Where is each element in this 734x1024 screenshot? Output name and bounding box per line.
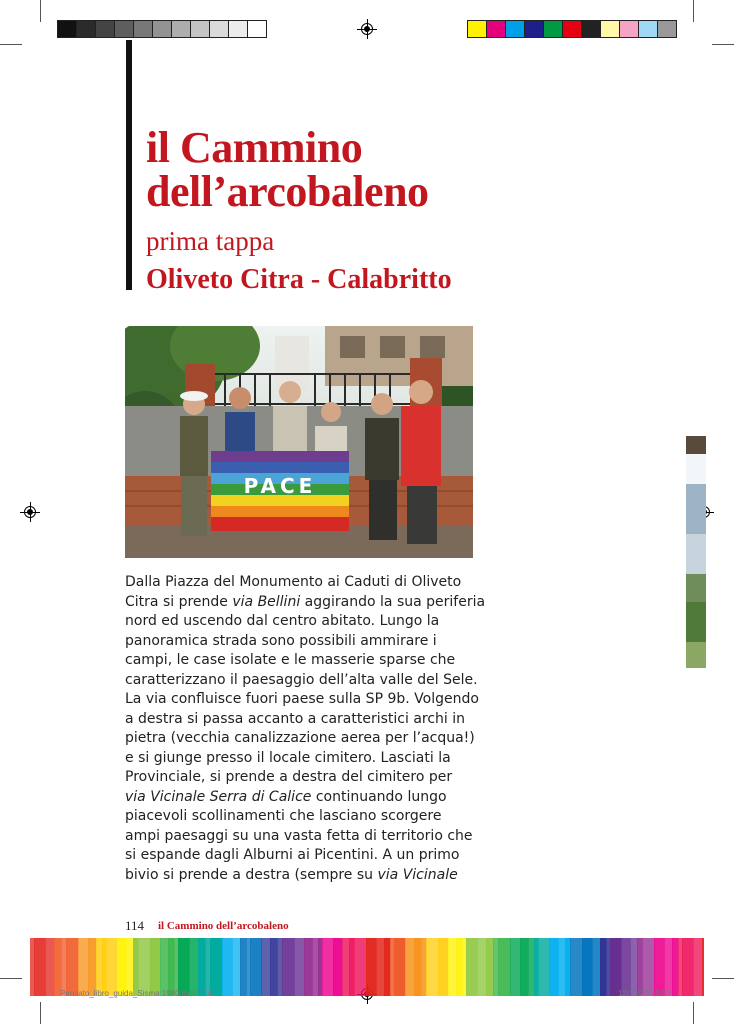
gray-swatch xyxy=(171,20,191,38)
body-line: si espande dagli Alburni ai Picentini. A un primo xyxy=(125,847,460,863)
rainbow-stripe xyxy=(277,938,283,996)
rainbow-stripe xyxy=(678,938,683,996)
italic-street-name: via Vicinale xyxy=(377,866,458,883)
rainbow-stripe xyxy=(672,938,679,996)
rainbow-stripe xyxy=(558,938,566,996)
page-number: 114 xyxy=(125,918,145,933)
rainbow-stripe xyxy=(232,938,241,996)
heading-side-bar xyxy=(126,40,132,290)
crop-mark xyxy=(693,1002,694,1024)
rainbow-stripe xyxy=(150,938,161,996)
running-title: il Cammino dell’arcobaleno xyxy=(158,920,289,932)
rainbow-stripe xyxy=(78,938,89,996)
route-title: Oliveto Citra - Calabritto xyxy=(146,264,452,295)
rainbow-stripe xyxy=(138,938,151,996)
rainbow-stripe xyxy=(642,938,655,996)
rainbow-stripe xyxy=(637,938,643,996)
title-line-2: dell’arcobaleno xyxy=(146,167,429,216)
rainbow-stripe xyxy=(198,938,206,996)
rainbow-stripe xyxy=(376,938,385,996)
rainbow-stripe xyxy=(520,938,529,996)
color-swatch xyxy=(505,20,525,38)
color-swatch xyxy=(600,20,620,38)
rainbow-stripe xyxy=(405,938,415,996)
rainbow-stripe xyxy=(610,938,622,996)
rainbow-stripe xyxy=(477,938,487,996)
gray-swatch xyxy=(114,20,134,38)
title-line-1: il Cammino xyxy=(146,123,363,172)
rainbow-stripe xyxy=(168,938,175,996)
adjacent-page-photo-strip xyxy=(686,436,706,668)
crop-mark xyxy=(0,44,22,45)
rainbow-stripe xyxy=(582,938,593,996)
body-line: Citra si prende via Bellini aggirando la sua periferia xyxy=(125,593,486,610)
body-line: a destra si passa accanto a caratteristici archi in xyxy=(125,710,466,727)
rainbow-stripe xyxy=(30,938,35,996)
body-text xyxy=(125,573,485,885)
color-swatch xyxy=(543,20,563,38)
rainbow-stripe xyxy=(354,938,367,996)
body-line: via Vicinale Serra di Calice continuando lungo xyxy=(125,788,447,805)
rainbow-stripe xyxy=(210,938,223,996)
rainbow-stripe xyxy=(456,938,463,996)
rainbow-stripe xyxy=(486,938,494,996)
rainbow-stripe xyxy=(88,938,97,996)
rainbow-stripe xyxy=(106,938,118,996)
rainbow-stripe xyxy=(693,938,703,996)
rainbow-stripe xyxy=(34,938,46,996)
rainbow-stripe xyxy=(66,938,79,996)
rainbow-stripe xyxy=(174,938,179,996)
rainbow-stripe xyxy=(394,938,406,996)
rainbow-stripe xyxy=(349,938,355,996)
rainbow-stripe xyxy=(366,938,377,996)
rainbow-stripe xyxy=(222,938,233,996)
rainbow-stripe xyxy=(414,938,422,996)
gray-swatch xyxy=(57,20,77,38)
rainbow-stripe xyxy=(664,938,673,996)
gray-swatch xyxy=(190,20,210,38)
rainbow-stripe xyxy=(630,938,638,996)
rainbow-stripe xyxy=(538,938,550,996)
rainbow-stripe xyxy=(318,938,323,996)
rainbow-stripes xyxy=(30,938,704,996)
rainbow-stripe xyxy=(96,938,103,996)
body-line: pietra (vecchia canalizzazione aerea per l’acqua!) xyxy=(125,730,475,746)
crop-mark xyxy=(0,978,22,979)
rainbow-stripe xyxy=(528,938,535,996)
rainbow-stripe xyxy=(160,938,169,996)
rainbow-stripe xyxy=(592,938,601,996)
rainbow-stripe xyxy=(493,938,499,996)
rainbow-stripe xyxy=(702,938,704,996)
rainbow-stripe xyxy=(421,938,427,996)
body-line: e si giunge presso il locale cimitero. Lasciati la xyxy=(125,749,451,766)
rainbow-stripe xyxy=(426,938,439,996)
stage-subtitle: prima tappa xyxy=(146,226,275,256)
color-swatch xyxy=(524,20,544,38)
peace-flag xyxy=(211,451,349,531)
registration-mark-icon xyxy=(361,23,373,35)
body-line: Provinciale, si prende a destra del cimitero per xyxy=(125,769,453,785)
rainbow-stripe xyxy=(133,938,139,996)
gray-swatch xyxy=(152,20,172,38)
rainbow-stripe xyxy=(654,938,665,996)
color-swatch xyxy=(638,20,658,38)
body-line: campi, le case isolate e le masserie sparse che xyxy=(125,652,456,668)
gray-swatch xyxy=(247,20,267,38)
rainbow-stripe xyxy=(189,938,199,996)
rainbow-stripe xyxy=(621,938,631,996)
page-title xyxy=(146,123,566,216)
body-line: nord ed uscendo dal centro abitato. Lungo la xyxy=(125,613,440,629)
rainbow-stripe xyxy=(102,938,107,996)
color-swatch xyxy=(467,20,487,38)
body-line: caratterizzano il paesaggio dell’alta valle del Sele. xyxy=(125,671,478,688)
rainbow-stripe xyxy=(438,938,449,996)
rainbow-stripe xyxy=(570,938,583,996)
rainbow-stripe xyxy=(565,938,571,996)
color-swatch xyxy=(486,20,506,38)
rainbow-stripe xyxy=(606,938,611,996)
rainbow-stripe xyxy=(600,938,607,996)
rainbow-stripe xyxy=(54,938,62,996)
rainbow-stripe xyxy=(246,938,251,996)
rainbow-stripe xyxy=(510,938,521,996)
rainbow-stripe xyxy=(384,938,391,996)
rainbow-stripe xyxy=(270,938,278,996)
rainbow-stripe xyxy=(282,938,295,996)
gray-swatch xyxy=(95,20,115,38)
body-line: bivio si prende a destra (sempre su via Vicinale xyxy=(125,866,458,883)
rainbow-stripe xyxy=(45,938,55,996)
color-swatch xyxy=(657,20,677,38)
rainbow-stripe xyxy=(126,938,134,996)
rainbow-stripe xyxy=(462,938,467,996)
rainbow-stripe xyxy=(498,938,511,996)
body-line: La via confluisce fuori paese sulla SP 9b. Volgendo xyxy=(125,691,479,707)
rainbow-stripe xyxy=(205,938,211,996)
italic-street-name: via Vicinale Serra di Calice xyxy=(125,788,312,805)
rainbow-stripe xyxy=(117,938,127,996)
body-line: piacevoli scollinamenti che lasciano scorgere xyxy=(125,808,442,824)
rainbow-stripe xyxy=(304,938,313,996)
gray-swatch xyxy=(228,20,248,38)
slug-date: 12/11/20 10:53 xyxy=(618,989,671,998)
italic-street-name: via Bellini xyxy=(232,593,301,610)
gray-swatch xyxy=(76,20,96,38)
crop-mark xyxy=(712,978,734,979)
rainbow-stripe xyxy=(342,938,350,996)
body-line: panoramica strada sono possibili ammirare i xyxy=(125,632,437,649)
rainbow-stripe xyxy=(549,938,559,996)
flag-text: PACE xyxy=(243,474,317,498)
rainbow-stripe xyxy=(390,938,395,996)
registration-mark-icon xyxy=(24,506,36,518)
crop-mark xyxy=(40,0,41,22)
gray-swatch xyxy=(209,20,229,38)
crop-mark xyxy=(693,0,694,22)
gray-swatch xyxy=(133,20,153,38)
body-line: ampi paesaggi su una vasta fetta di territorio che xyxy=(125,827,473,844)
rainbow-stripe xyxy=(294,938,305,996)
rainbow-stripe xyxy=(240,938,247,996)
rainbow-stripe xyxy=(312,938,319,996)
rainbow-stripe xyxy=(261,938,271,996)
rainbow-stripe xyxy=(178,938,190,996)
rainbow-stripe xyxy=(333,938,343,996)
crop-mark xyxy=(712,44,734,45)
rainbow-stripe xyxy=(466,938,478,996)
body-line: Dalla Piazza del Monumento ai Caduti di Oliveto xyxy=(125,574,462,590)
color-swatch xyxy=(562,20,582,38)
group-photo-illustration xyxy=(125,326,473,558)
crop-mark xyxy=(40,1002,41,1024)
rainbow-stripe xyxy=(61,938,67,996)
rainbow-stripe xyxy=(534,938,539,996)
slug-filename: Perciato_libro_guida_Sisma 1980.indd 114 xyxy=(60,989,212,998)
color-swatch xyxy=(581,20,601,38)
color-swatch xyxy=(619,20,639,38)
rainbow-stripe xyxy=(322,938,334,996)
rainbow-stripe xyxy=(682,938,694,996)
group-photo xyxy=(125,326,473,558)
rainbow-stripe xyxy=(448,938,457,996)
rainbow-stripe xyxy=(250,938,262,996)
